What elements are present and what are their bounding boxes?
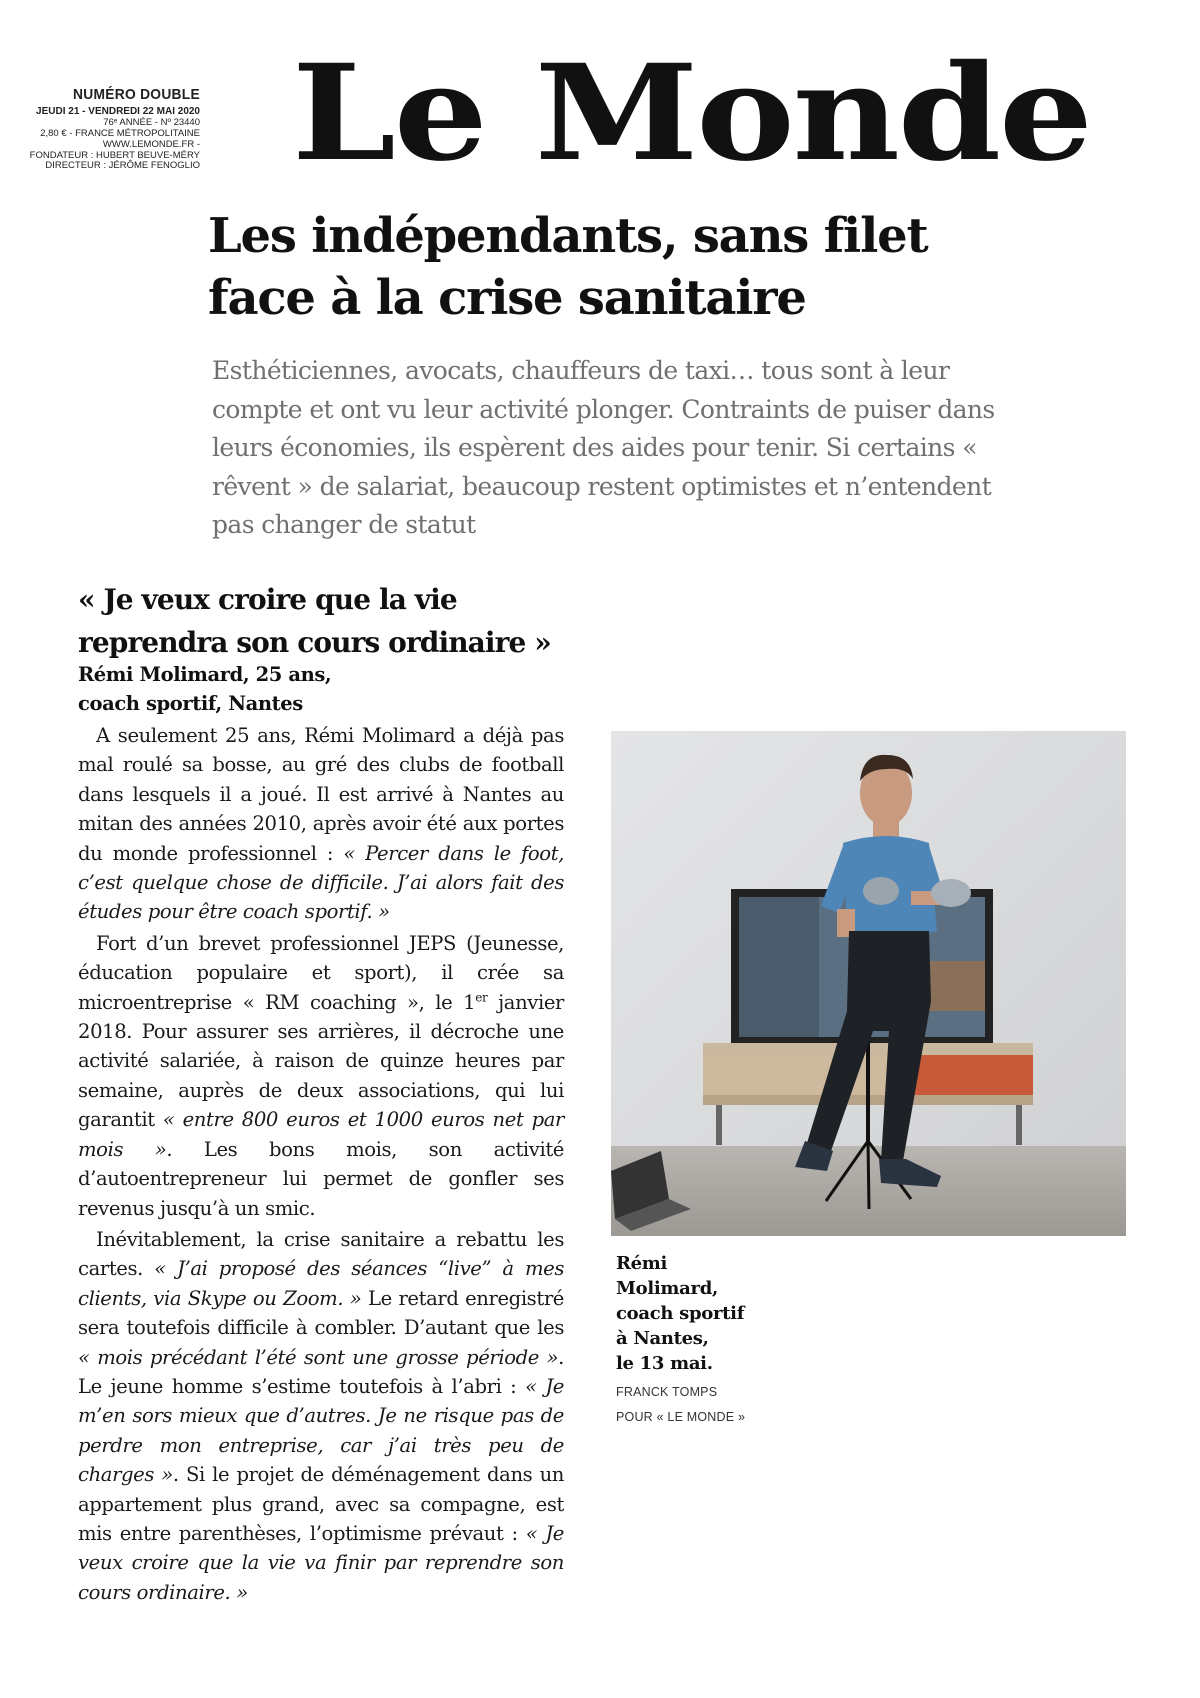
quote-title: « Je veux croire que la vie reprendra son cours ordinaire » [78, 583, 551, 659]
caption-line: à Nantes, [616, 1328, 709, 1349]
dek: Esthéticiennes, avocats, chauffeurs de taxi… tous sont à leur compte et ont vu leur activité plonger. Contraints de puiser dans leurs économies, ils espèrent des aides pour tenir. Si certains « rêvent » de salariat, beaucoup restent optimistes et n’entendent pas changer de statut [212, 356, 995, 539]
p3-text-c: . Le jeune homme s’estime toutefois à l’abri : [78, 1345, 564, 1398]
price: 2,80 € - FRANCE MÉTROPOLITAINE [40, 127, 200, 139]
paragraph-2 [78, 929, 564, 1223]
credit-line: POUR « LE MONDE » [616, 1410, 746, 1424]
website: WWW.LEMONDE.FR - [102, 138, 200, 150]
caption-line: le 13 mai. [616, 1353, 713, 1374]
issue-date: JEUDI 21 - VENDREDI 22 MAI 2020 [36, 106, 200, 118]
caption-line: Rémi [616, 1253, 668, 1274]
p3-quote-4: « Je veux croire que la vie va finir par reprendre son cours ordinaire. » [78, 1521, 564, 1604]
p3-text-a: Inévitablement, la crise sanitaire a rebattu les cartes. [78, 1227, 564, 1281]
byline-line-1: Rémi Molimard, 25 ans, [78, 663, 332, 686]
le-monde-logo: Le Monde [292, 36, 1091, 191]
masthead-info [20, 86, 200, 172]
paragraph-3 [78, 1225, 564, 1607]
p3-text-b: Le retard enregistré sera toutefois difficile à combler. D’autant que les [78, 1286, 564, 1340]
article-photo [611, 731, 1126, 1236]
p2-text-a: Fort d’un brevet professionnel JEPS (Jeunesse, éducation populaire et sport), il crée sa microentreprise « RM coaching », le 1 [78, 931, 564, 1014]
credit-line: FRANCK TOMPS [616, 1385, 718, 1399]
p1-quote: « Percer dans le foot, c’est quelque chose de difficile. J’ai alors fait des études pour être coach sportif. » [78, 841, 564, 924]
headline [208, 205, 1028, 329]
p3-text-d: . Si le projet de déménagement dans un appartement plus grand, avec sa compagne, est mis entre parenthèses, l’optimisme prévaut : [78, 1463, 565, 1545]
paragraph-1 [78, 721, 564, 927]
photo-illustration [611, 731, 1126, 1236]
founder: FONDATEUR : HUBERT BEUVE-MÉRY [29, 149, 200, 161]
headline-line-1: Les indépendants, sans filet [208, 208, 928, 264]
p3-quote-2: « mois précédant l’été sont une grosse période » [78, 1345, 559, 1369]
issue-number: 76ᵉ ANNÉE - Nº 23440 [103, 116, 200, 128]
caption-line: Molimard, [616, 1278, 718, 1299]
director: DIRECTEUR : JÉRÔME FENOGLIO [45, 160, 200, 172]
p3-quote-3: « Je m’en sors mieux que d’autres. Je ne risque pas de perdre mon entreprise, car j’ai très peu de charges » [78, 1374, 564, 1487]
caption-line: coach sportif [616, 1303, 745, 1324]
p2-text-c: . Les bons mois, son activité d’autoentrepreneur lui permet de gonfler ses revenus jusqu’à un smic. [78, 1137, 564, 1220]
article-body [78, 721, 564, 1607]
byline-line-2: coach sportif, Nantes [78, 692, 303, 715]
p1-text: A seulement 25 ans, Rémi Molimard a déjà pas mal roulé sa bosse, au gré des clubs de football dans lesquels il a joué. Il est arrivé à Nantes au mitan des années 2010, après avoir été aux portes du monde professionnel : [78, 724, 564, 865]
p2-text-b: janvier 2018. Pour assurer ses arrières, il décroche une activité salariée, à raison de quinze heures par semaine, auprès de deux associations, qui lui garantit [78, 990, 564, 1132]
edition-label: NUMÉRO DOUBLE [72, 86, 200, 103]
photo-credit [616, 1380, 816, 1430]
byline [78, 660, 598, 718]
photo-caption [616, 1251, 816, 1376]
p2-ordinal: er [475, 990, 488, 1005]
p3-quote-1: « J’ai proposé des séances “live” à mes clients, via Skype ou Zoom. » [78, 1257, 564, 1310]
p2-quote: « entre 800 euros et 1000 euros net par mois » [78, 1108, 564, 1161]
headline-line-2: face à la crise sanitaire [208, 270, 806, 326]
